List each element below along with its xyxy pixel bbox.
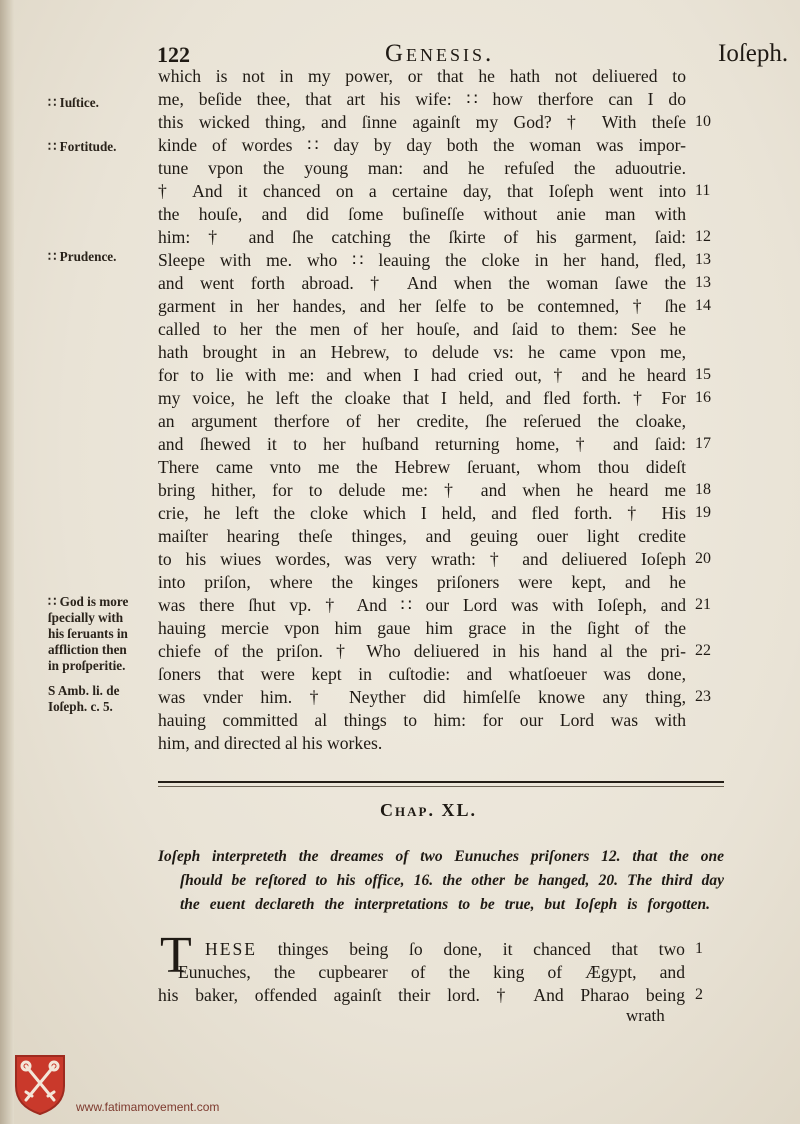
body-line: which is not in my power, or that he hath not deliuered to [158,66,686,86]
papal-keys-logo-icon [12,1052,68,1116]
first-word-caps: HESE [205,939,257,959]
body-line: to his wiues wordes, was very wrath: † and deliuered Ioſeph [158,549,686,569]
body-line: kinde of wordes ∷ day by day both the woman was impor- [158,135,686,155]
body-line: into priſon, where the kinges priſoners were kept, and he [158,572,686,592]
catchword: wrath [626,1006,665,1025]
margin-note-line: in proſperitie. [48,658,126,673]
verse-number: 14 [695,297,711,314]
verse-number: 20 [695,550,711,567]
verse-number: 12 [695,228,711,245]
body-line: and went forth abroad. † And when the woman ſawe the [158,273,686,293]
verse-number: 16 [695,389,711,406]
page-number: 122 [157,42,190,67]
body-line: my voice, he left the cloake that I held, and fled forth. † For [158,388,686,408]
book-gutter [0,0,14,1124]
body-line: † And it chanced on a certaine day, that Ioſeph went into [158,181,686,201]
body-line: maiſter hearing theſe thinges, and geuing ouer light credite [158,526,686,546]
margin-note-prudence: ∷ Prudence. [48,249,117,264]
body-line: bring hither, for to delude me: † and when he heard me [158,480,686,500]
chapter-heading: Chap. XL. [380,800,477,820]
verse-number: 15 [695,366,711,383]
body-line: the houſe, and did ſome buſineſſe without anie man with [158,204,686,224]
body-line: tune vpon the young man: and he refuſed the aduoutrie. [158,158,686,178]
verse-number: 19 [695,504,711,521]
running-head: Ioſeph. [718,40,789,67]
verse-number: 17 [695,435,711,452]
verse-number: 2 [695,986,703,1003]
verse-number: 21 [695,596,711,613]
section-rule-thin [158,786,724,787]
margin-note-fortitude: ∷ Fortitude. [48,139,117,154]
body-line: called to her the men of her houſe, and ſaid to them: See he [158,319,686,339]
running-title: Genesis. [385,40,495,67]
body-line: garment in her handes, and her ſelfe to be contemned, † ſhe [158,296,686,316]
body-line: him: † and ſhe catching the ſkirte of his garment, ſaid: [158,227,686,247]
verse-number: 11 [695,182,711,199]
body-line: was vnder him. † Neyther did himſelſe knowe any thing, [158,687,686,707]
body-line: for to lie with me: and when I had cried out, † and he heard [158,365,686,385]
body-line: and ſhewed it to her huſband returning home, † and ſaid: [158,434,686,454]
margin-note-line: Ioſeph. c. 5. [48,699,113,714]
opening-line: his baker, offended againſt their lord. † And Pharao being [158,985,685,1005]
section-rule [158,781,724,783]
verse-number: 1 [695,940,703,957]
body-line: me, beſide thee, that art his wife: ∷ how therfore can I do [158,89,686,109]
body-line: him, and directed al his workes. [158,733,383,753]
verse-number: 10 [695,113,711,130]
margin-note-line: ſpecially with [48,610,124,625]
opening-line [205,938,685,961]
body-line: hath brought in an Hebrew, to delude vs: he came vpon me, [158,342,686,362]
verse-number: 22 [695,642,711,659]
verse-number: 18 [695,481,711,498]
body-line: hauing committed al things to him: for our Lord was with [158,710,686,730]
argument-line: the euent declareth the interpretations to be true, but Ioſeph is forgotten. [180,896,710,913]
body-line: chiefe of the priſon. † Who deliuered in his hand al the pri- [158,641,686,661]
body-line: an argument therfore of her credite, ſhe reſerued the cloake, [158,411,686,431]
verse-number: 13 [695,274,711,291]
verse-number: 13 [695,251,711,268]
opening-line: Eunuches, the cupbearer of the king of Ægypt, and [178,962,685,982]
watermark-url: www.fatimamovement.com [76,1100,220,1114]
argument-line: ſhould be reſtored to his office, 16. the other be hanged, 20. The third day [180,872,724,889]
body-line: hauing mercie vpon him gaue him grace in the ſight of the [158,618,686,638]
body-line: Sleepe with me. who ∷ leauing the cloke in her hand, fled, [158,250,686,270]
body-line: this wicked thing, and ſinne againſt my God? † With theſe [158,112,686,132]
verse-number: 23 [695,688,711,705]
argument-line: Ioſeph interpreteth the dreames of two Eunuches priſoners 12. that the one [158,848,724,865]
body-line: was there ſhut vp. † And ∷ our Lord was with Ioſeph, and [158,595,686,615]
margin-note-justice: ∷ Iuſtice. [48,95,99,110]
body-line: ſoners that were kept in cuſtodie: and whatſoeuer was done, [158,664,686,684]
opening-line-text: thinges being ſo done, it chanced that two [277,939,685,959]
margin-note-line: affliction then [48,642,127,657]
margin-note-line: S Amb. li. de [48,683,120,698]
body-line: crie, he left the cloke which I held, and fled forth. † His [158,503,686,523]
margin-note-line: ∷ God is more [48,594,129,609]
drop-cap: T [160,927,192,984]
margin-note-line: his ſeruants in [48,626,128,641]
body-line: There came vnto me the Hebrew ſeruant, whom thou dideſt [158,457,686,477]
